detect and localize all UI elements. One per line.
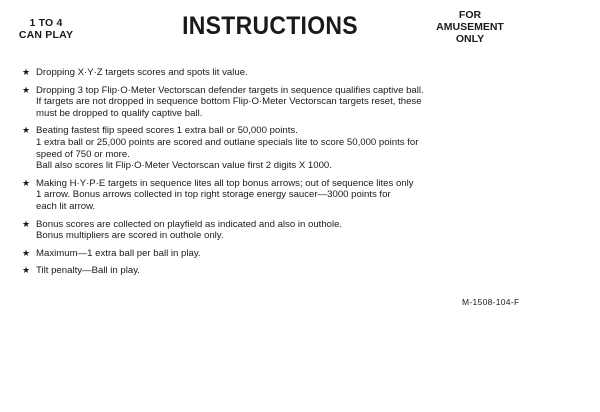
rule-line: Tilt penalty—Ball in play.: [36, 265, 140, 277]
title-text: INSTRUCTIONS: [182, 12, 358, 40]
amusement-line-2: AMUSEMENT: [436, 21, 504, 33]
star-icon: ★: [22, 67, 31, 77]
rule-line: 1 extra ball or 25,000 points are scored and outlane specials lite to score 50,000 points for: [36, 136, 419, 148]
star-icon: ★: [22, 125, 31, 136]
star-icon: ★: [22, 265, 31, 276]
rule-item: [22, 178, 532, 213]
rule-line: Bonus multipliers are scored in outhole only.: [36, 230, 224, 242]
rule-line: Making H·Y·P·E targets in sequence lites all top bonus arrows; out of sequence lites only: [36, 177, 414, 189]
rule-item: [22, 67, 532, 79]
rule-line: Beating fastest flip speed scores 1 extra ball or 50,000 points.: [36, 125, 298, 137]
rule-line: Maximum—1 extra ball per ball in play.: [36, 247, 201, 259]
rule-item: [22, 125, 532, 171]
star-icon: ★: [22, 247, 31, 258]
amusement-label: [432, 9, 508, 45]
amusement-line-1: FOR: [458, 9, 482, 21]
rule-item: [22, 219, 532, 242]
rule-line: each lit arrow.: [36, 200, 96, 212]
amusement-line-3: ONLY: [455, 33, 485, 45]
rule-line: Bonus scores are collected on playfield as indicated and also in outhole.: [36, 218, 343, 230]
rules-list: [22, 67, 532, 283]
rule-item: [22, 248, 532, 260]
players-line-2: CAN PLAY: [18, 29, 74, 41]
rule-line: If targets are not dropped in sequence bottom Flip·O·Meter Vectorscan targets reset, these: [36, 96, 422, 108]
rule-line: must be dropped to qualify captive ball.: [36, 107, 203, 119]
rule-item: [22, 85, 532, 120]
rule-line: Dropping 3 top Flip·O·Meter Vectorscan defender targets in sequence qualifies captive ball.: [36, 84, 424, 96]
star-icon: ★: [22, 177, 31, 188]
part-number: M-1508-104-F: [462, 297, 520, 307]
star-icon: ★: [22, 84, 31, 95]
rule-line: 1 arrow. Bonus arrows collected in top right storage energy saucer—3000 points for: [36, 189, 391, 201]
star-icon: ★: [22, 218, 31, 229]
rule-line: speed of 750 or more.: [36, 148, 130, 160]
rule-line: Ball also scores lit Flip·O·Meter Vectorscan value first 2 digits X 1000.: [36, 160, 332, 172]
players-line-1: 1 TO 4: [29, 17, 63, 29]
rule-item: [22, 265, 532, 277]
rule-line: Dropping X·Y·Z targets scores and spots lit value.: [36, 67, 248, 78]
